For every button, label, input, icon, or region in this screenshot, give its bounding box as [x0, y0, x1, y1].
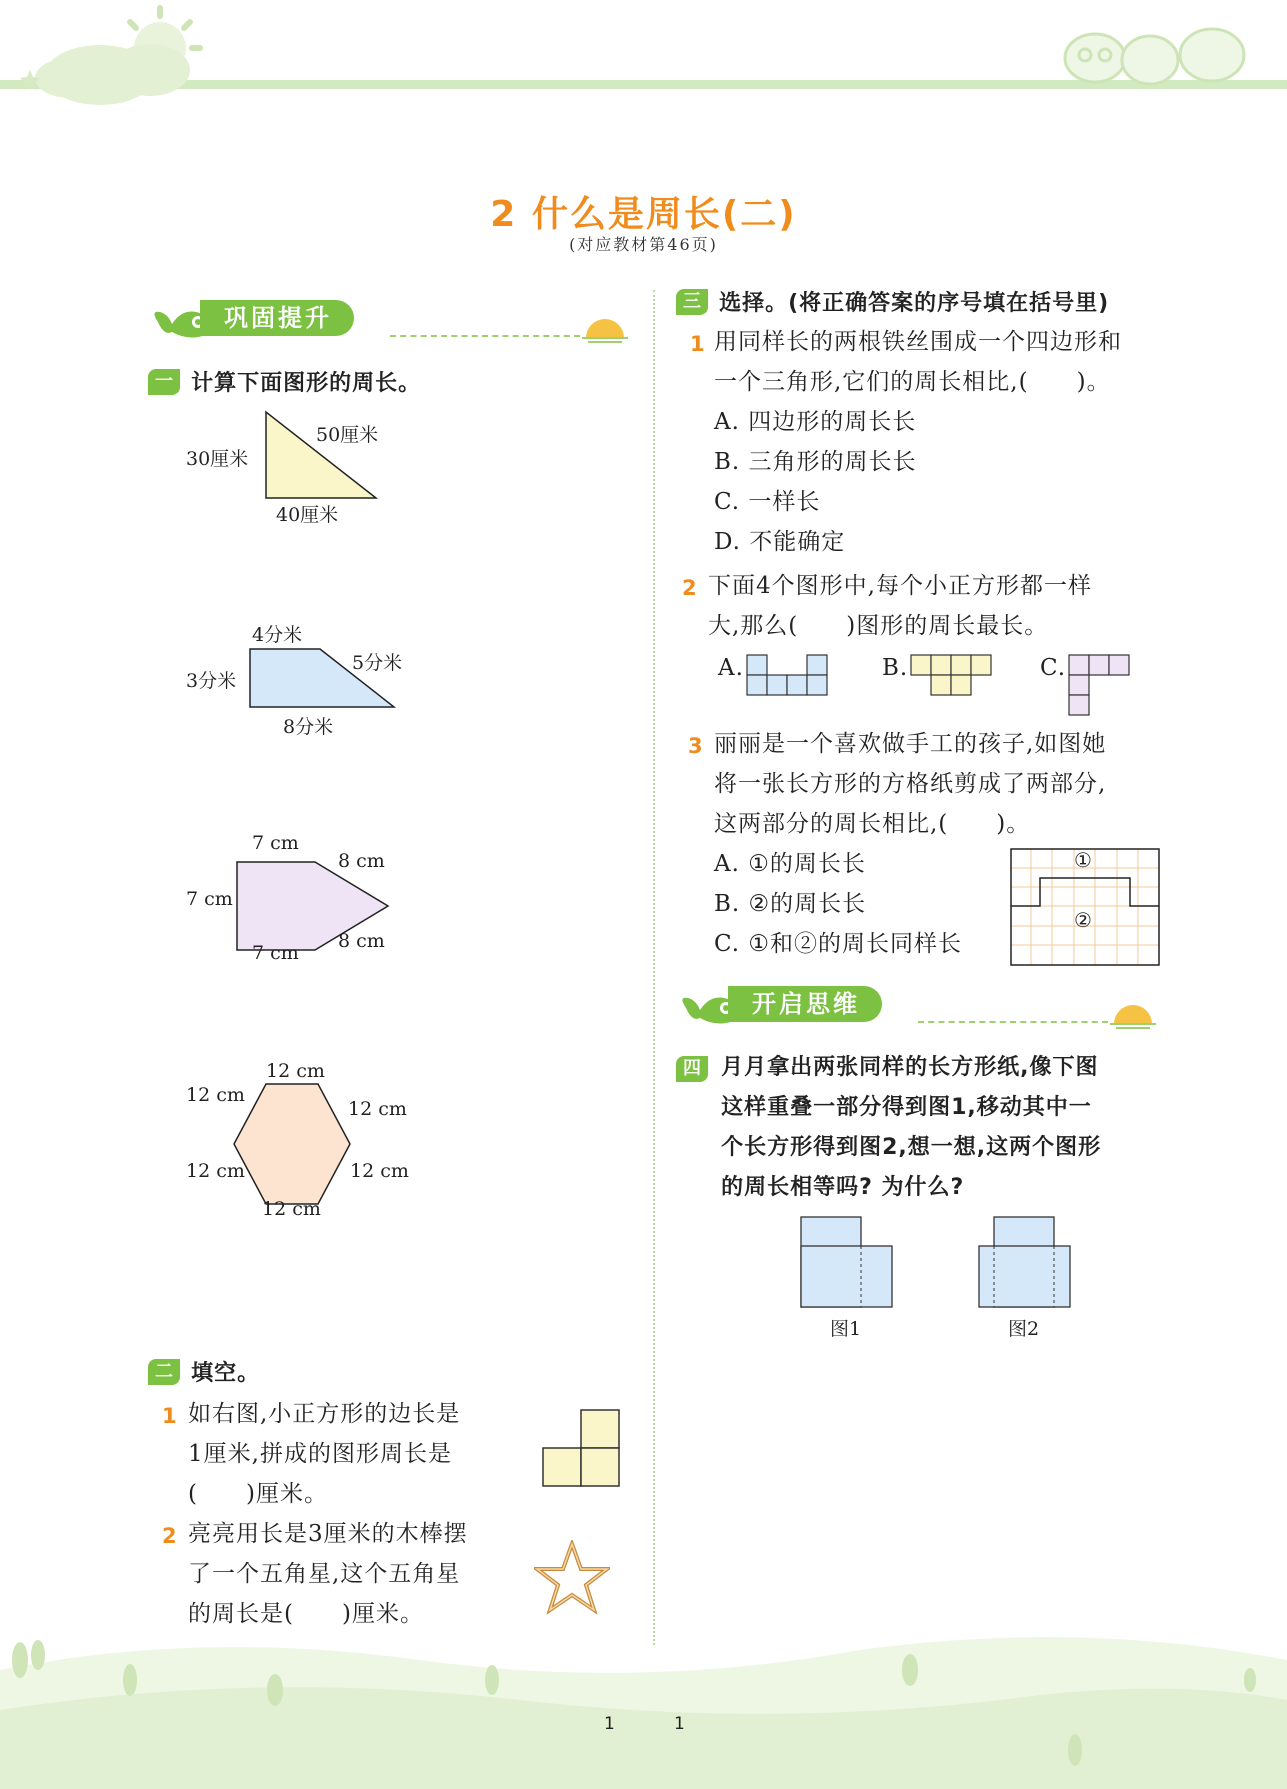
dash-line	[918, 1021, 1108, 1023]
grid-shape-c	[1068, 654, 1130, 716]
hexagon-lower-right-label: 12 cm	[350, 1160, 409, 1182]
header-decoration	[0, 0, 1287, 110]
q3-item2-line: 下面4个图形中,每个小正方形都一样	[708, 573, 1092, 599]
cloud-icon	[35, 44, 190, 105]
q3-item2-label-a: A.	[718, 655, 744, 681]
trapezoid-slant-label: 5分米	[352, 652, 403, 674]
page-number-left: 1	[604, 1714, 615, 1734]
thinking-pill: 开启思维	[728, 986, 882, 1022]
trapezoid-left-label: 3分米	[186, 670, 237, 692]
q3-item2-line: 大,那么( )图形的周长最长。	[708, 613, 1049, 639]
q3-item2-label-b: B.	[882, 655, 909, 681]
q4-badge: 四	[676, 1056, 708, 1082]
q2-item1-line: 如右图,小正方形的边长是	[188, 1401, 461, 1427]
page-title	[0, 186, 1287, 237]
q3-item1-option: B. 三角形的周长长	[714, 449, 917, 475]
animal-faces-icon	[1065, 29, 1244, 84]
q3-header	[676, 286, 1109, 317]
dash-line	[390, 335, 580, 337]
hexagon-figure	[230, 1080, 354, 1208]
q3-item3-option: B. ②的周长长	[714, 891, 867, 917]
q3-item2-label-c: C.	[1040, 655, 1067, 681]
q3-item1-option: C. 一样长	[714, 489, 821, 515]
q3-item1-option: D. 不能确定	[714, 529, 846, 555]
q3-title: 选择。(将正确答案的序号填在括号里)	[719, 291, 1110, 316]
q3-item1-line: 用同样长的两根铁丝围成一个四边形和	[714, 329, 1122, 355]
thinking-header	[678, 978, 1158, 1028]
q2-title: 填空。	[191, 1361, 261, 1386]
q4-line: 月月拿出两张同样的长方形纸,像下图	[721, 1055, 1099, 1080]
triangle-bottom-label: 40厘米	[276, 504, 339, 526]
q2-header	[148, 1356, 260, 1387]
q4-block	[676, 1048, 1101, 1208]
q3-item1-option: A. 四边形的周长长	[714, 409, 917, 435]
q3-item3-line: 丽丽是一个喜欢做手工的孩子,如图她	[714, 731, 1107, 757]
q2-item1-number: 1	[162, 1404, 177, 1428]
pentagon-upper-slant-label: 8 cm	[338, 850, 385, 872]
triangle-left-label: 30厘米	[186, 448, 249, 470]
overlap-figure-2	[978, 1216, 1072, 1308]
cut-paper-figure	[1010, 848, 1160, 966]
q4-text	[721, 1048, 1101, 1208]
q1-title: 计算下面图形的周长。	[191, 371, 422, 396]
hexagon-bottom-label: 12 cm	[262, 1198, 321, 1220]
page-number-right: 1	[674, 1714, 685, 1734]
q3-item1-text	[714, 322, 1122, 562]
square-shape-figure	[540, 1408, 624, 1492]
q3-item3-line: 这两部分的周长相比,( )。	[714, 811, 1031, 837]
q3-item3-line: 将一张长方形的方格纸剪成了两部分,	[714, 771, 1107, 797]
pentagon-lower-slant-label: 8 cm	[338, 930, 385, 952]
title-text: 什么是周长(二)	[531, 194, 797, 235]
trapezoid-top-label: 4分米	[252, 624, 303, 646]
grid-shape-b	[910, 654, 992, 696]
q4-line: 个长方形得到图2,想一想,这两个图形	[721, 1135, 1102, 1160]
pentagon-left-label: 7 cm	[186, 888, 233, 910]
q3-badge: 三	[676, 289, 708, 315]
q1-header	[148, 366, 421, 397]
q3-item2-number: 2	[682, 576, 697, 600]
consolidate-header	[150, 292, 630, 342]
q2-badge: 二	[148, 1359, 180, 1385]
sunset-icon	[580, 314, 630, 344]
q3-item1-number: 1	[690, 332, 705, 356]
triangle-hyp-label: 50厘米	[316, 424, 379, 446]
q3-item3-option: A. ①的周长长	[714, 851, 866, 877]
overlap-figure-1	[800, 1216, 894, 1308]
q3-item3-number: 3	[688, 734, 703, 758]
pentagon-top-label: 7 cm	[252, 832, 299, 854]
hexagon-top-label: 12 cm	[266, 1060, 325, 1082]
q4-line: 这样重叠一部分得到图1,移动其中一	[721, 1095, 1092, 1120]
q2-item2-line: 的周长是( )厘米。	[188, 1601, 424, 1627]
hexagon-upper-left-label: 12 cm	[186, 1084, 245, 1106]
q2-item1-line: ( )厘米。	[188, 1481, 328, 1507]
consolidate-pill: 巩固提升	[200, 300, 354, 336]
q2-item2-line: 了一个五角星,这个五角星	[188, 1561, 461, 1587]
grid-shape-a	[746, 654, 828, 696]
q2-item1-line: 1厘米,拼成的图形周长是	[188, 1441, 452, 1467]
q2-item1-text	[188, 1394, 460, 1514]
pentagon-bottom-label: 7 cm	[252, 942, 299, 964]
part1-label: ①	[1074, 848, 1092, 872]
q4-line: 的周长相等吗? 为什么?	[721, 1175, 965, 1200]
hexagon-lower-left-label: 12 cm	[186, 1160, 245, 1182]
q3-item3-option: C. ①和②的周长同样长	[714, 931, 963, 957]
fig2-caption: 图2	[1008, 1318, 1040, 1340]
hexagon-upper-right-label: 12 cm	[348, 1098, 407, 1120]
q3-item1-line: 一个三角形,它们的周长相比,( )。	[714, 369, 1111, 395]
part2-label: ②	[1074, 908, 1092, 932]
trapezoid-bottom-label: 8分米	[283, 716, 334, 738]
title-number: 2	[490, 194, 518, 235]
fig1-caption: 图1	[830, 1318, 862, 1340]
sunset-icon	[1108, 1000, 1158, 1030]
q1-badge: 一	[148, 369, 180, 395]
page-subtitle: (对应教材第46页)	[569, 235, 718, 254]
q3-item2-text	[708, 566, 1092, 646]
footer-hills	[0, 1600, 1287, 1789]
q2-item2-number: 2	[162, 1524, 177, 1548]
column-divider	[653, 290, 655, 1645]
q2-item2-line: 亮亮用长是3厘米的木棒摆	[188, 1521, 468, 1547]
